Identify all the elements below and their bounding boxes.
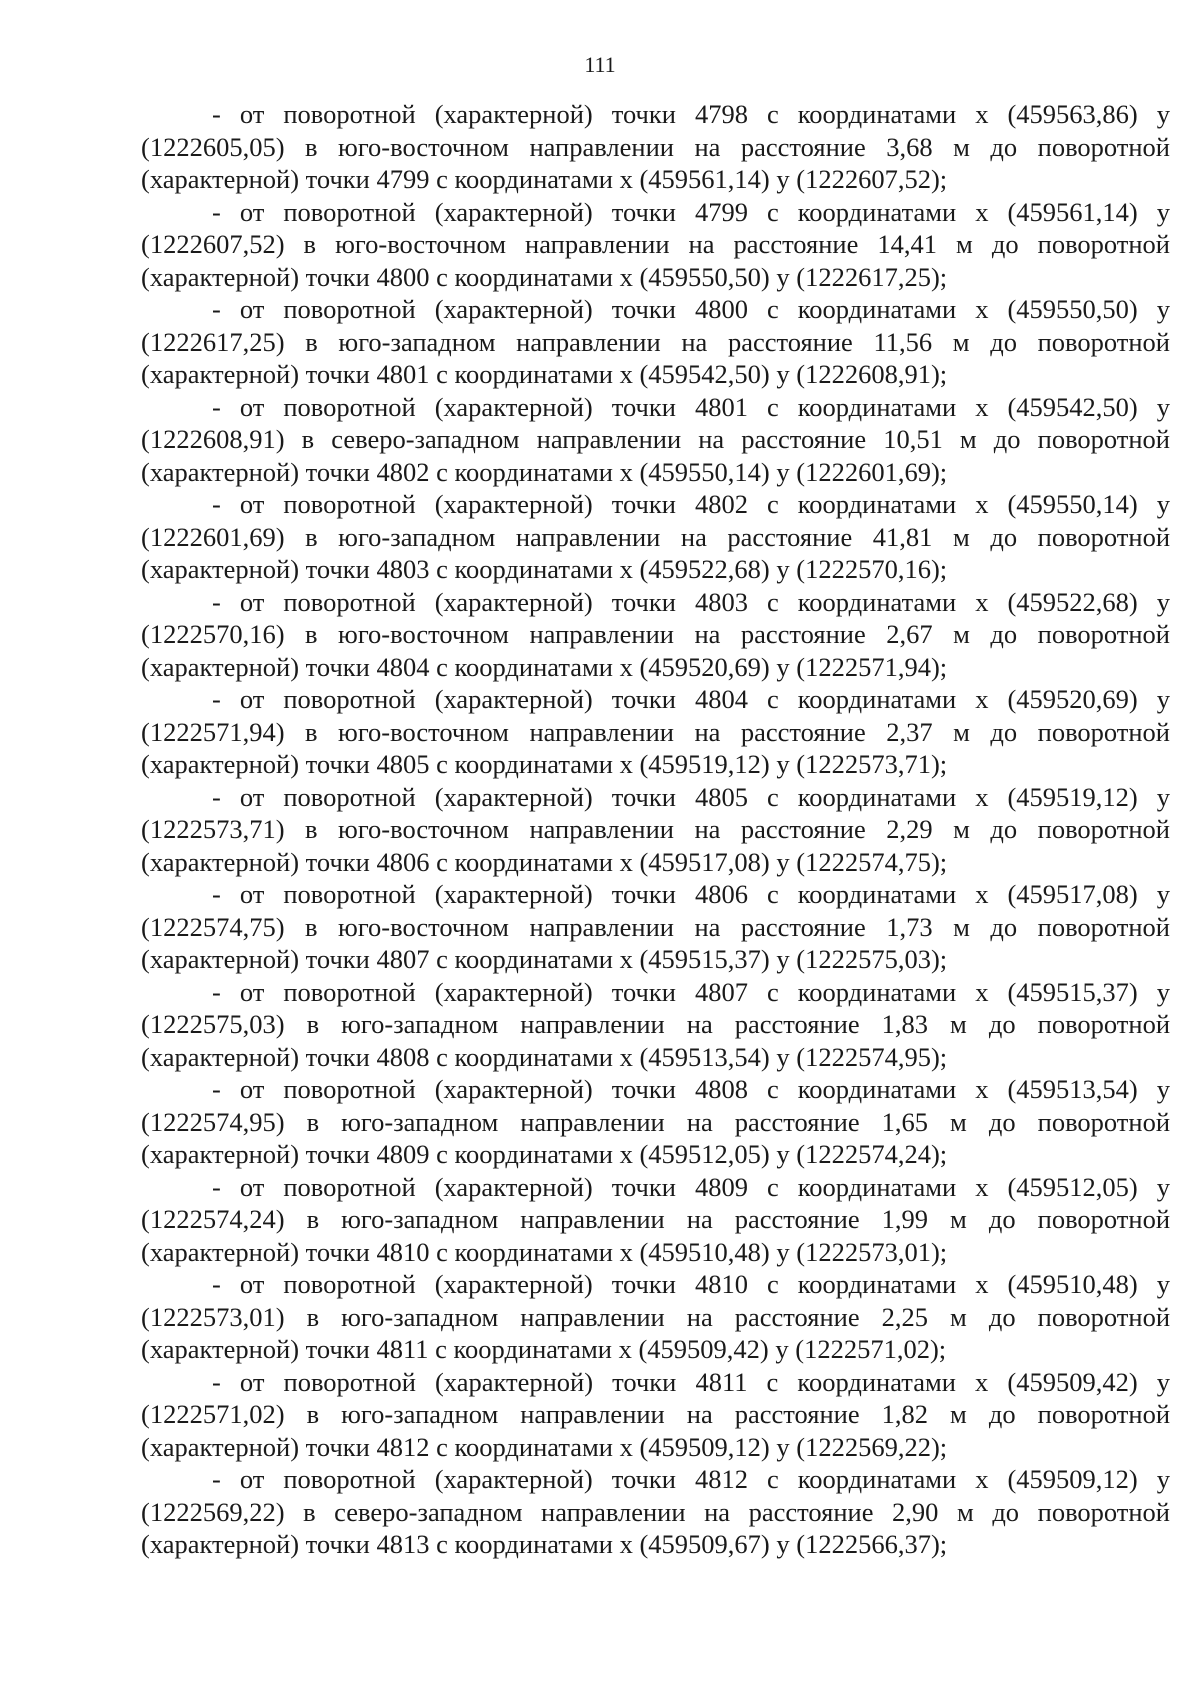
paragraph-boundary-segment-4805: - от поворотной (характерной) точки 4805 с координатами x (459519,12) y (1222573,71) в юго-восточном направлении на расстояние 2,29 м до поворотной (характерной) точки 4806 с координатами x (459517,08) y (1222574,75); — [141, 781, 1170, 877]
paragraph-boundary-segment-4804: - от поворотной (характерной) точки 4804 с координатами x (459520,69) y (1222571,94) в юго-восточном направлении на расстояние 2,37 м до поворотной (характерной) точки 4805 с координатами x (459519,12) y (1222573,71); — [141, 684, 1170, 779]
paragraph-boundary-segment-4811: - от поворотной (характерной) точки 4811 с координатами x (459509,42) y (1222571,02) в юго-западном направлении на расстояние 1,82 м до поворотной (характерной) точки 4812 с координатами x (459509,12) y (1222569,22); — [141, 1366, 1170, 1462]
paragraph-boundary-segment-4801: - от поворотной (характерной) точки 4801 с координатами x (459542,50) y (1222608,91) в северо-западном направлении на расстояние 10,51 м до поворотной (характерной) точки 4802 с координатами x (459550,14) y (1222601,69); — [141, 391, 1170, 487]
document-body — [141, 98, 1170, 1561]
paragraph-boundary-segment-4812: - от поворотной (характерной) точки 4812 с координатами x (459509,12) y (1222569,22) в северо-западном направлении на расстояние 2,90 м до поворотной (характерной) точки 4813 с координатами x (459509,67) y (1222566,37); — [141, 1464, 1170, 1559]
paragraph-boundary-segment-4806: - от поворотной (характерной) точки 4806 с координатами x (459517,08) y (1222574,75) в юго-восточном направлении на расстояние 1,73 м до поворотной (характерной) точки 4807 с координатами x (459515,37) y (1222575,03); — [141, 879, 1170, 974]
paragraph-boundary-segment-4809: - от поворотной (характерной) точки 4809 с координатами x (459512,05) y (1222574,24) в юго-западном направлении на расстояние 1,99 м до поворотной (характерной) точки 4810 с координатами x (459510,48) y (1222573,01); — [141, 1171, 1170, 1267]
paragraph-boundary-segment-4810: - от поворотной (характерной) точки 4810 с координатами x (459510,48) y (1222573,01) в юго-западном направлении на расстояние 2,25 м до поворотной (характерной) точки 4811 с координатами x (459509,42) y (1222571,02); — [141, 1269, 1170, 1364]
paragraph-boundary-segment-4798: - от поворотной (характерной) точки 4798 с координатами x (459563,86) y (1222605,05) в юго-восточном направлении на расстояние 3,68 м до поворотной (характерной) точки 4799 с координатами x (459561,14) y (1222607,52); — [141, 99, 1170, 194]
page-number: 111 — [584, 52, 616, 77]
paragraph-boundary-segment-4802: - от поворотной (характерной) точки 4802 с координатами x (459550,14) y (1222601,69) в юго-западном направлении на расстояние 41,81 м до поворотной (характерной) точки 4803 с координатами x (459522,68) y (1222570,16); — [141, 489, 1170, 584]
paragraph-boundary-segment-4807: - от поворотной (характерной) точки 4807 с координатами x (459515,37) y (1222575,03) в юго-западном направлении на расстояние 1,83 м до поворотной (характерной) точки 4808 с координатами x (459513,54) y (1222574,95); — [141, 976, 1170, 1072]
paragraph-boundary-segment-4800: - от поворотной (характерной) точки 4800 с координатами x (459550,50) y (1222617,25) в юго-западном направлении на расстояние 11,56 м до поворотной (характерной) точки 4801 с координатами x (459542,50) y (1222608,91); — [141, 294, 1170, 389]
paragraph-boundary-segment-4808: - от поворотной (характерной) точки 4808 с координатами x (459513,54) y (1222574,95) в юго-западном направлении на расстояние 1,65 м до поворотной (характерной) точки 4809 с координатами x (459512,05) y (1222574,24); — [141, 1074, 1170, 1169]
paragraph-boundary-segment-4799: - от поворотной (характерной) точки 4799 с координатами x (459561,14) y (1222607,52) в юго-восточном направлении на расстояние 14,41 м до поворотной (характерной) точки 4800 с координатами x (459550,50) y (1222617,25); — [141, 196, 1170, 292]
paragraph-boundary-segment-4803: - от поворотной (характерной) точки 4803 с координатами x (459522,68) y (1222570,16) в юго-восточном направлении на расстояние 2,67 м до поворотной (характерной) точки 4804 с координатами x (459520,69) y (1222571,94); — [141, 586, 1170, 682]
